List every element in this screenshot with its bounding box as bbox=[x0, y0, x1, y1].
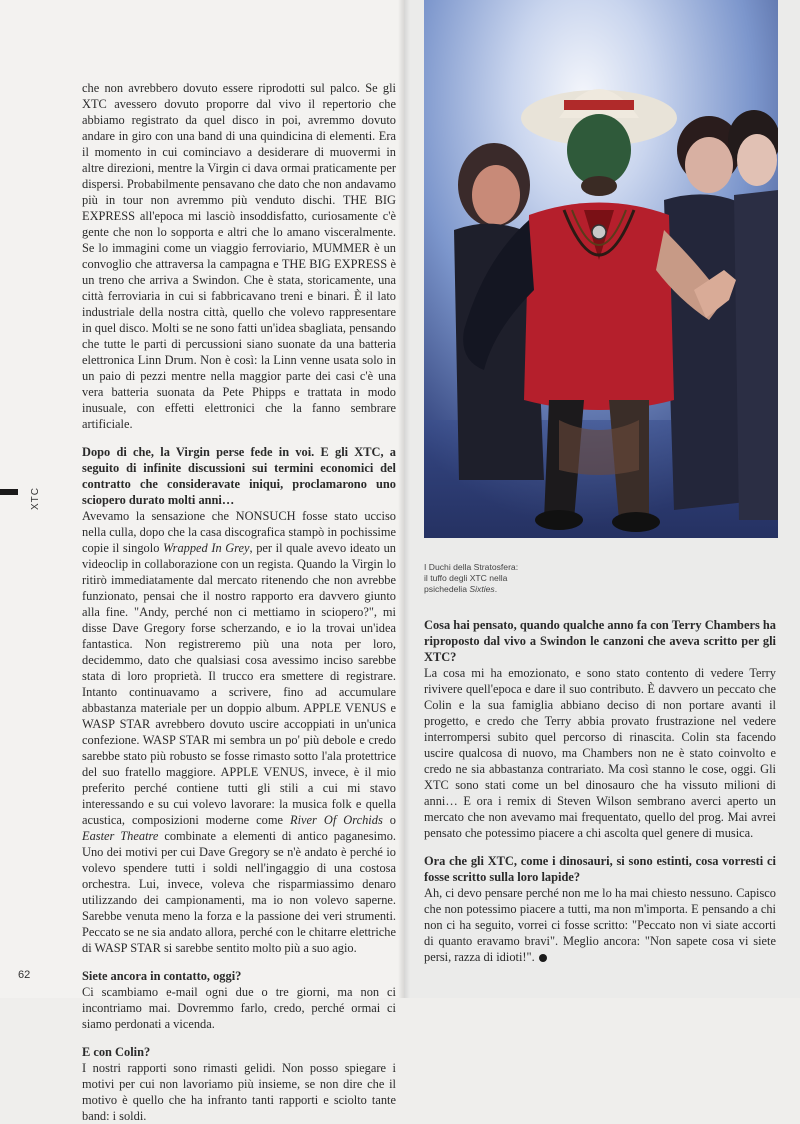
caption-line: il tuffo degli XTC nella bbox=[424, 573, 508, 583]
right-text-column bbox=[424, 617, 776, 965]
answer-terry-chambers: La cosa mi ha emozionato, e sono stato contento di vedere Terry rivivere quell'epoca e dare il suo contributo. È davvero un peccato che Colin e la sua famiglia abbiano deciso di non portare avanti il progetto, e credo che Terry abbia provato frustrazione nel vedere interrompersi subito quel percorso di rinascita. Colin sta facendo uscire qualcosa di nuovo, ma Chambers non ne è stato coinvolto e credo ne sia abbastanza contrariato. Ma così stanno le cose, oggi. Gli XTC sono stati come un bel dinosauro che ha vissuto milioni di anni… E ora i remix di Steven Wilson sembrano averci aperto un mercato che non avevamo mai frequentato, quello del prog. Mai avrei pensato che potessimo piacere a chi ascolta quel genere di musica. bbox=[424, 666, 776, 840]
question-terry-chambers: Cosa hai pensato, quando qualche anno fa con Terry Chambers ha riproposto dal vivo a Swindon le canzoni che aveva scritto per gli XTC? bbox=[424, 618, 776, 664]
section-tab-marker bbox=[0, 489, 18, 495]
question-virgin-strike: Dopo di che, la Virgin perse fede in voi. E gli XTC, a seguito di infinite discussioni sui termini economici del contratto che consideravate iniqui, proclamarono uno sciopero durato molti anni… bbox=[82, 445, 396, 507]
band-photo bbox=[424, 0, 778, 538]
caption-line bbox=[424, 584, 574, 595]
end-mark-icon bbox=[539, 954, 547, 962]
answer-virgin-strike bbox=[82, 508, 396, 956]
photo-caption bbox=[424, 562, 574, 595]
answer-text: , per il quale avevo ideato un videoclip in collaborazione con un regista. Quando la Virgin lo ritirò immediatamente dal mercato ritenendo che non avrebbe funzionato, pensai che il nostro rapporto era davvero giunto alla fine. "Andy, perché non ci mettiamo in sciopero?", mi disse Dave Gregory forse scherzando, e io la trovai un'idea fantastica. Non registreremo più una nota per loro, decidemmo, dato che qualsiasi cosa avessimo inciso sarebbe stata di loro proprietà. Il trucco era smettere di registrare. Intanto continuavamo a scrivere, fino ad accumulare abbastanza materiale per un doppio album. APPLE VENUS e WASP STAR avrebbero dovuto uscire accoppiati in un'unica confezione. WASP STAR mi sembra un po' più debole e credo sarebbe stato più robusto se fosse rimasto sotto l'ala protettrice del suo fratello maggiore. APPLE VENUS, invece, è il mio preferito perché contiene tutti gli stili a cui mi stavo interessando e su cui volevo lavorare: la musica folk e quella acustica, composizioni moderne come bbox=[82, 541, 396, 827]
question-still-in-contact: Siete ancora in contatto, oggi? bbox=[82, 969, 242, 983]
page-gutter bbox=[398, 0, 410, 998]
answer-text: combinate a elementi di antico paganesimo. Uno dei motivi per cui Dave Gregory se n'è andato è perché io volevo spendere tutti i soldi nell'ingaggio di una costosa orchestra. Lui, invece, voleva che risparmiassimo denaro utilizzando dei campionamenti, ma io non volevo saperne. Sarebbe venuta meno la forza e la passione dei veri strumenti. Peccato se ne sia andato allora, perché con le chitarre elettriche di WASP STAR si sarebbe sentito molto più a suo agio. bbox=[82, 829, 396, 955]
answer-tombstone bbox=[424, 885, 776, 965]
song-title-easter-theatre: Easter Theatre bbox=[82, 829, 159, 843]
band-photo-illustration bbox=[424, 0, 778, 538]
caption-text: psichedelia bbox=[424, 584, 470, 594]
song-title-river-of-orchids: River Of Orchids bbox=[290, 813, 383, 827]
answer-still-in-contact: Ci scambiamo e-mail ogni due o tre giorni, ma non ci incontriamo mai. Dovremmo farlo, credo, perché ormai ci siamo perdonati a vicenda. bbox=[82, 985, 396, 1031]
question-tombstone: Ora che gli XTC, come i dinosauri, si sono estinti, cosa vorresti ci fosse scritto sulla loro lapide? bbox=[424, 854, 776, 884]
paragraph-intro: che non avrebbero dovuto essere riprodotti sul palco. Se gli XTC avessero dovuto proporre dal vivo il repertorio che abbiamo registrato da quel disco in poi, avremmo dovuto andare in giro con una band di una quindicina di elementi. Era il momento in cui cominciavo a desiderare di muovermi in altre direzioni, mentre la Virgin ci dava ormai praticamente per dispersi. Probabilmente pensavano che dato che non andavamo più in tour non avremmo più venduto dischi. THE BIG EXPRESS all'epoca mi lasciò insoddisfatto, curiosamente c'è gente che non lo sopporta e altri che lo amano visceralmente. Se lo immagini come un viaggio ferroviario, MUMMER è un convoglio che attraversa la campagna e THE BIG EXPRESS è un treno che arriva a Swindon. Che è stata, storicamente, una città ferroviaria in cui si fabbricavano treni e binari. È il lato industriale della nostra città, quello che volevo rappresentare in quel disco. Molti se ne sono fatti un'idea sbagliata, pensando che tutte le parti di percussioni siano suonate da una batteria elettronica Linn Drum. Non è così: la Linn venne usata solo in un paio di pezzi mentre nella maggior parte dei casi c'è una vera batteria suonata da Pete Phipps e trattata in modo inusuale, con effetti elettronici che la fanno sembrare artificiale. bbox=[82, 81, 396, 431]
caption-text: . bbox=[494, 584, 498, 594]
answer-text: Ah, ci devo pensare perché non me lo ha mai chiesto nessuno. Capisco che non potessimo piacere a tutti, ma non m'importa. E pensando a chi non ci ha seguito, vorrei ci fosse scritto: "Peccato non vi siate accorti di quanto eravamo bravi". Meglio ancora: "Non sapete cosa vi siete persi, razza di idioti!". bbox=[424, 886, 776, 964]
answer-colin: I nostri rapporti sono rimasti gelidi. Non posso spiegare i motivi per cui non lavoriamo più insieme, se non dire che il motivo è quello che ha infranto tanti rapporti e sciolto tante band: i soldi. bbox=[82, 1061, 396, 1123]
section-side-label: XTC bbox=[30, 487, 41, 510]
answer-text: o bbox=[382, 813, 396, 827]
answer-text: Avevamo la sensazione che NONSUCH fosse stato ucciso nella culla, dopo che la casa discografica stampò in pochissime copie il singolo bbox=[82, 509, 396, 555]
caption-line: I Duchi della Stratosfera: bbox=[424, 562, 519, 572]
song-title-wrapped-in-grey: Wrapped In Grey bbox=[162, 541, 250, 555]
page-number: 62 bbox=[18, 969, 31, 981]
question-colin: E con Colin? bbox=[82, 1045, 151, 1059]
caption-emphasis: Sixties bbox=[469, 584, 495, 594]
left-text-column bbox=[82, 80, 396, 1124]
